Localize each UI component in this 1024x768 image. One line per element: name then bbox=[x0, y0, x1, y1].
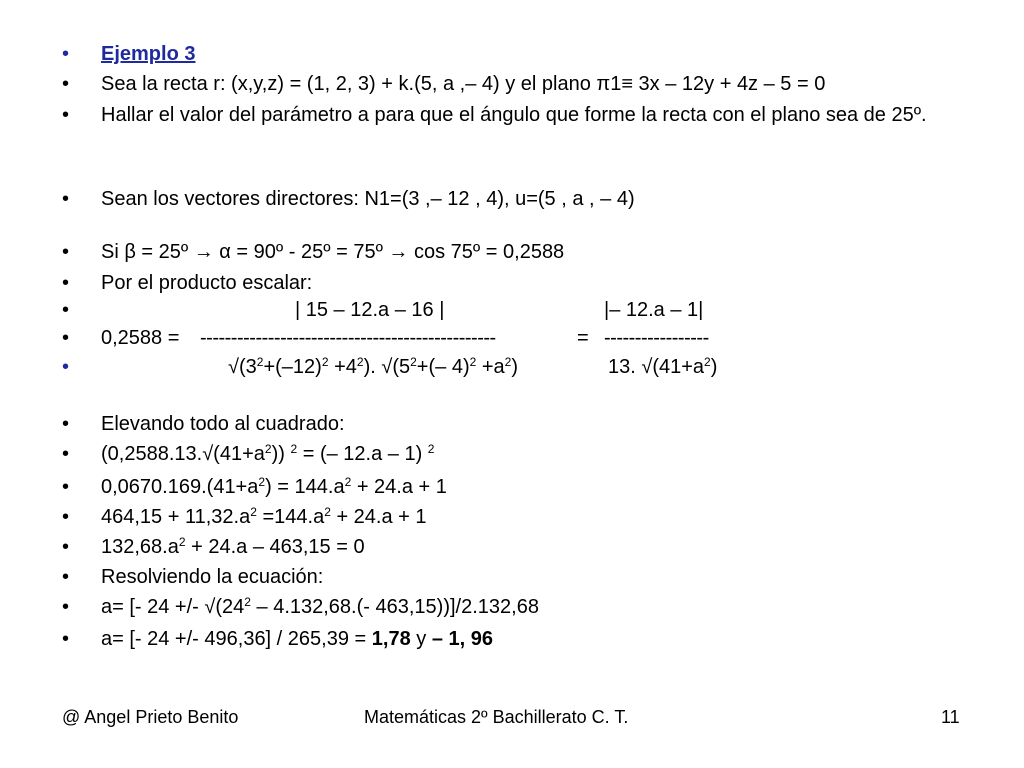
slide-heading: Ejemplo 3 bbox=[101, 43, 196, 65]
numerator-left: | 15 – 12.a – 16 | bbox=[295, 299, 445, 321]
fraction-bar-right: ----------------- bbox=[604, 327, 709, 349]
bullet: • bbox=[62, 43, 70, 65]
equation-sq2: $0,0670.169.(41+a^2) = 144.a^2 + 24.a + 1$ bbox=[101, 475, 447, 498]
text-resolviendo: Resolviendo la ecuación: bbox=[101, 566, 324, 588]
equation-sq4: $132,68.a^2 + 24.a - 463,15 = 0$ bbox=[101, 535, 365, 558]
bullet: • bbox=[62, 506, 70, 528]
bullet: • bbox=[62, 327, 70, 349]
bullet: • bbox=[62, 272, 70, 294]
equation-formula: a= [- 24 +/- $√(24^2 - 4.132,68.(-$ 463,15))]/2.132,68 bbox=[101, 595, 539, 618]
result-value-1: 1,78 bbox=[371, 628, 411, 650]
text-recta-plano: Sea la recta r: (x,y,z) = (1, 2, 3) + k.(5, a ,– 4) y el plano π1≡ 3x – 12y + 4z – 5 = 0 bbox=[101, 73, 826, 95]
bullet: • bbox=[62, 536, 70, 558]
bullet: • bbox=[62, 476, 70, 498]
denominator-right: 13. $√(41+a^2)$ bbox=[608, 355, 718, 378]
bullet: • bbox=[62, 188, 70, 210]
text-producto: Por el producto escalar: bbox=[101, 272, 313, 294]
bullet: • bbox=[62, 443, 70, 465]
numerator-right: |– 12.a – 1| bbox=[604, 299, 704, 321]
bullet: • bbox=[62, 356, 70, 378]
fraction-prefix: 0,2588 = bbox=[101, 327, 180, 349]
denominator-left: $√(3^2+(-12)^2 +4^2)$. $√(5^2+(-$ $4)^2 +a^2$) bbox=[228, 355, 519, 378]
fraction-equals: = bbox=[577, 327, 589, 349]
bullet: • bbox=[62, 413, 70, 435]
bullet: • bbox=[62, 628, 70, 650]
equation-sq3: $464,15 + 11,32.a^2 =144.a^2 + 24.a + 1$ bbox=[101, 505, 427, 528]
footer-author: @ Angel Prieto Benito bbox=[62, 707, 239, 727]
result-value-2: – 1, 96 bbox=[431, 628, 493, 650]
bullet: • bbox=[62, 241, 70, 263]
bullet: • bbox=[62, 596, 70, 618]
fraction-bar-left: ------------------------------------------------ bbox=[200, 327, 496, 349]
text-vectores: Sean los vectores directores: N1=(3 ,– 12 , 4), u=(5 , a , – 4) bbox=[101, 188, 635, 210]
equation-result: a= [- 24 +/- 496,36] / 265,39 = 1,78 y – 1, 96 bbox=[101, 628, 493, 650]
footer-page-number: 11 bbox=[941, 707, 960, 727]
text-angulo: Si β = 25º → α = 90º - 25º = 75º → cos 75º = 0,2588 bbox=[101, 241, 565, 263]
bullet: • bbox=[62, 566, 70, 588]
footer-course: Matemáticas 2º Bachillerato C. T. bbox=[364, 707, 629, 727]
equation-sq1: $(0,2588.13.√(41+a^2)) ^2$ = (– 12.a – 1) $^2$ bbox=[101, 442, 435, 465]
bullet: • bbox=[62, 299, 70, 321]
text-hallar: Hallar el valor del parámetro a para que el ángulo que forme la recta con el plano sea de 25º. bbox=[101, 104, 927, 126]
text-elevando: Elevando todo al cuadrado: bbox=[101, 413, 345, 435]
bullet: • bbox=[62, 73, 70, 95]
bullet: • bbox=[62, 104, 70, 126]
